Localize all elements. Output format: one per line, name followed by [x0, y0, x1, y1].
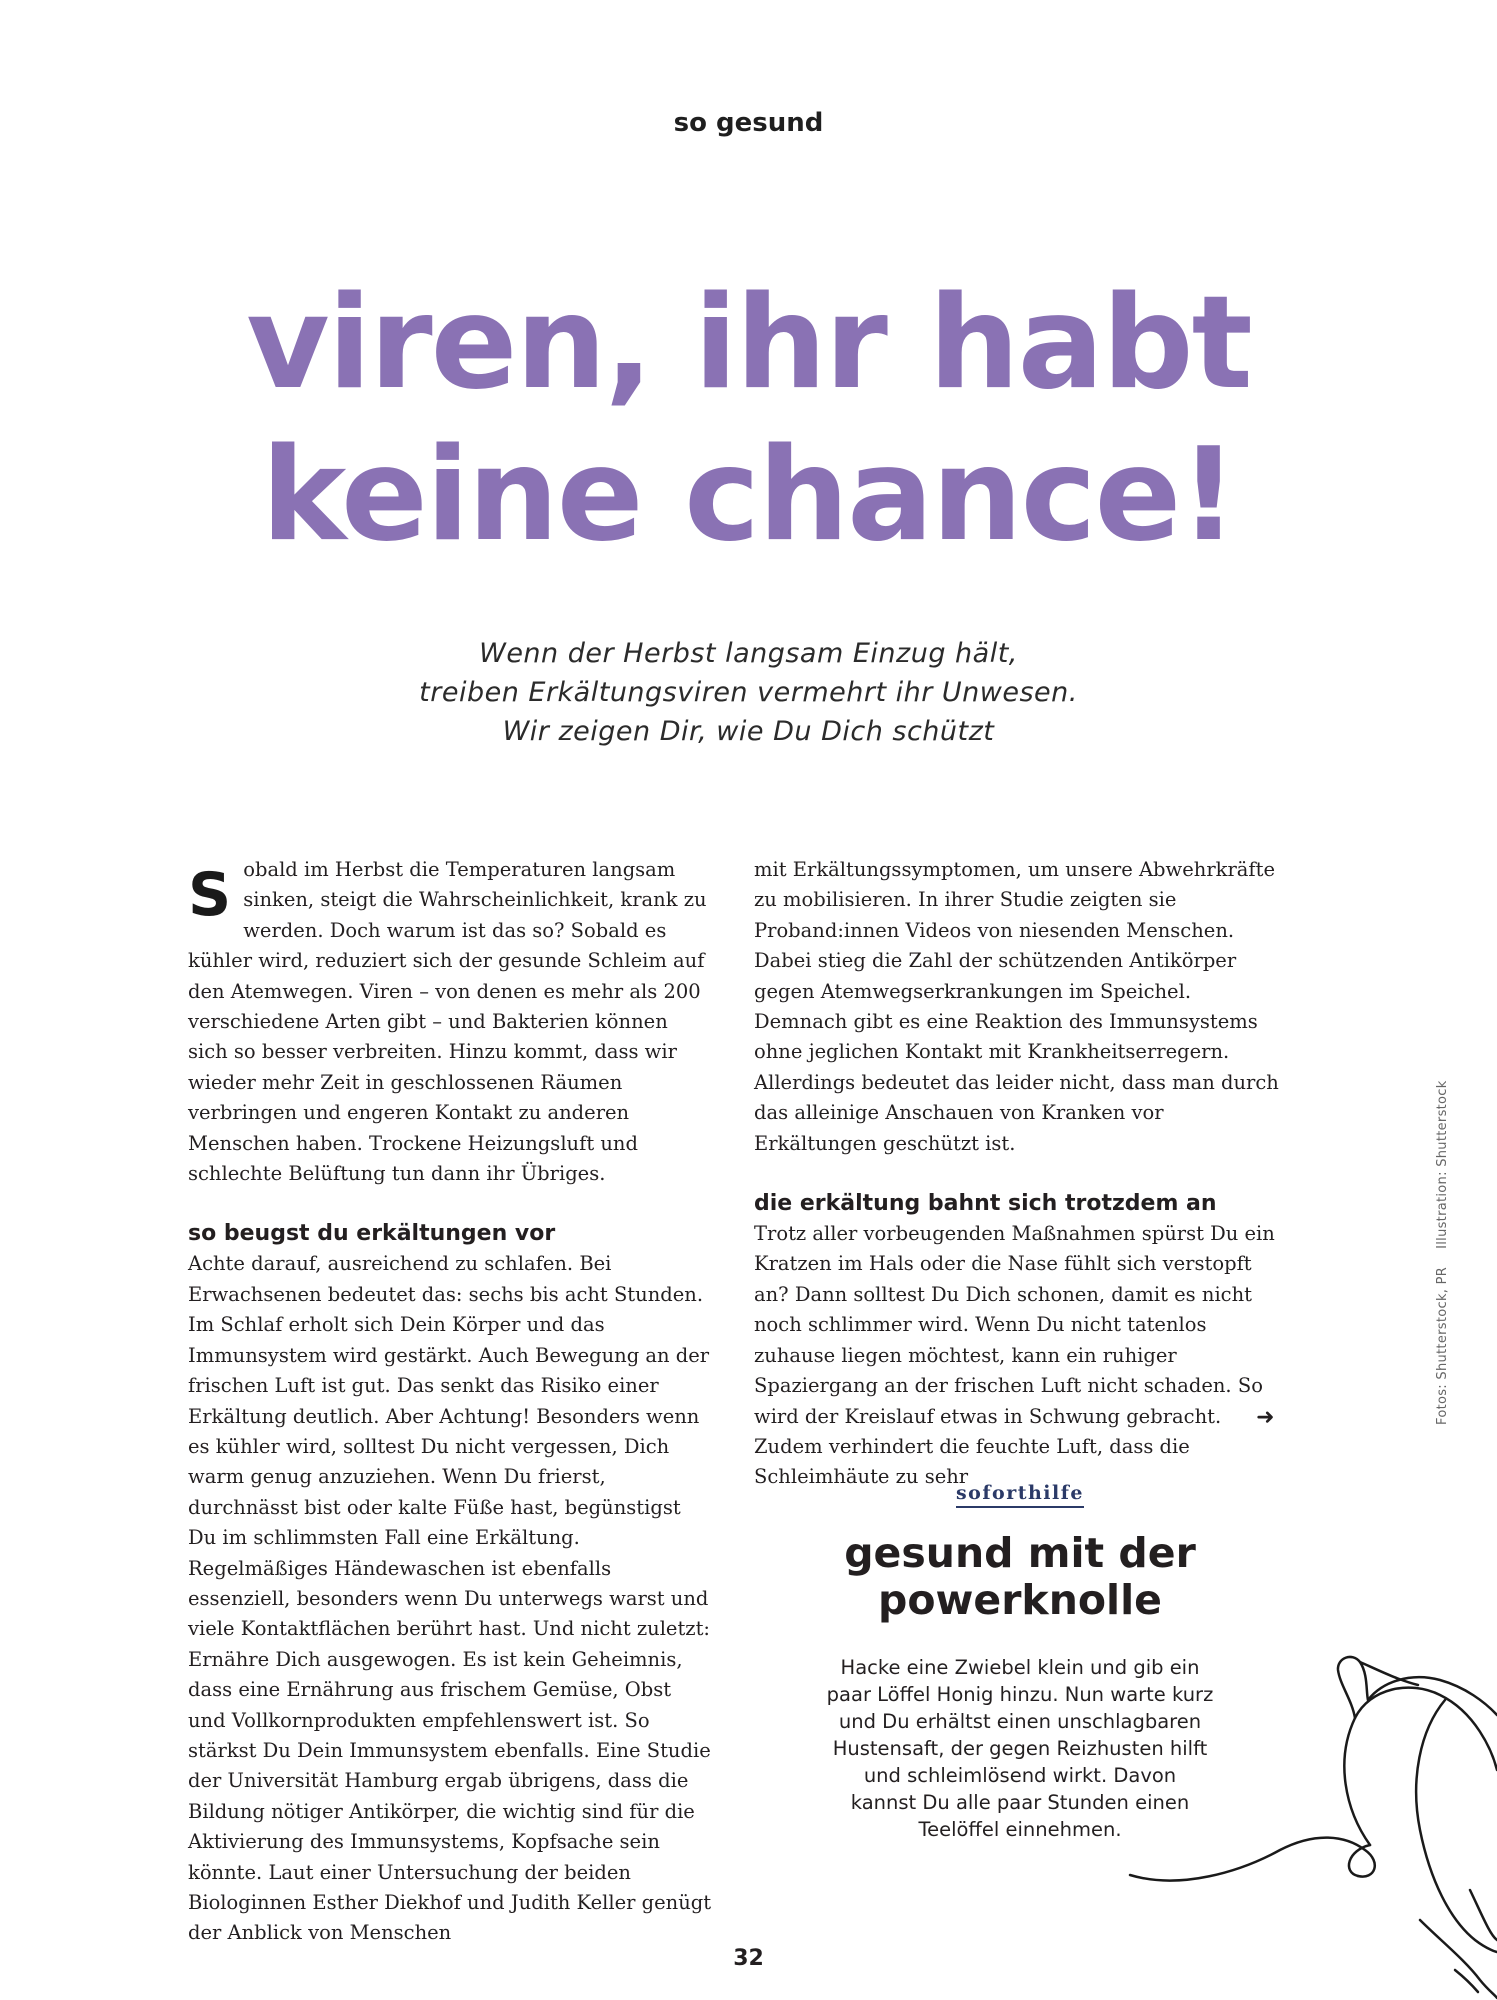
headline-line-1: viren, ihr habt: [246, 269, 1251, 418]
tip-box-line: kannst Du alle paar Stunden einen: [850, 1791, 1190, 1814]
article-column-left: [188, 855, 713, 1949]
tip-box-tag: soforthilfe: [956, 1482, 1084, 1508]
article-column-right: [754, 855, 1279, 1493]
photo-credits: [1435, 1080, 1450, 1425]
tip-box-line: Hustensaft, der gegen Reizhusten hilft: [832, 1737, 1208, 1760]
intro-line-3: Wir zeigen Dir, wie Du Dich schützt: [502, 716, 995, 747]
paragraph-intro-text: obald im Herbst die Temperaturen langsam sinken, steigt die Wahrscheinlichkeit, krank zu werden. Doch warum ist das so? Sobald es kühler wird, reduziert sich der gesunde Schleim auf den Atemwegen. Viren – von denen es mehr als 200 verschiedene Arten gibt – und Bakterien können sich so besser verbreiten. Hinzu kommt, dass wir wieder mehr Zeit in geschlossenen Räumen verbringen und engeren Kontakt zu anderen Menschen haben. Trockene Heizungsluft und schlechte Belüftung tun dann ihr Übriges.: [188, 858, 707, 1186]
drop-cap: S: [188, 860, 232, 930]
subhead-prevention: so beugst du erkältungen vor: [188, 1221, 556, 1247]
continue-arrow-icon: ➜: [1256, 1405, 1275, 1430]
paragraph-prevention: Achte darauf, ausreichend zu schlafen. Bei Erwachsenen bedeutet das: sechs bis acht Stunden. Im Schlaf erholt sich Dein Körper und das Immunsystem wird gestärkt. Auch Bewegung an der frischen Luft ist gut. Das senkt das Risiko einer Erkältung deutlich. Aber Achtung! Besonders wenn es kühler wird, solltest Du nicht vergessen, Dich warm genug anzuziehen. Wenn Du frierst, durchnässt bist oder kalte Füße hast, begünstigst Du im schlimmsten Fall eine Erkältung. Regelmäßiges Händewaschen ist ebenfalls essenziell, besonders wenn Du unterwegs warst und viele Kontaktflächen berührt hast. Und nicht zuletzt: Ernähre Dich ausgewogen. Es ist kein Geheimnis, dass eine Ernährung aus frischem Gemüse, Obst und Vollkornprodukten empfehlenswert ist. So stärkst Du Dein Immunsystem ebenfalls. Eine Studie der Universität Hamburg ergab übrigens, dass die Bildung nötiger Antikörper, die wichtig sind für die Aktivierung des Immunsystems, Kopfsache sein könnte. Laut einer Untersuchung der beiden Biologinnen Esther Diekhof und Judith Keller genügt der Anblick von Menschen: [188, 1252, 712, 1945]
tip-box-line: Hacke eine Zwiebel klein und gib ein: [840, 1656, 1200, 1679]
tip-box-line: paar Löffel Honig hinzu. Nun warte kurz: [826, 1683, 1214, 1706]
subhead-cold: die erkältung bahnt sich trotzdem an: [754, 1191, 1217, 1217]
headline-line-2: keine chance!: [261, 421, 1236, 570]
paragraph-intro: [188, 855, 713, 1189]
tip-box-line: Teelöffel einnehmen.: [918, 1818, 1122, 1841]
tip-box-title: [800, 1530, 1240, 1624]
tip-box-title-line-1: gesund mit der: [844, 1529, 1196, 1577]
paragraph-cold: Trotz aller vorbeugenden Maßnahmen spürst Du ein Kratzen im Hals oder die Nase fühlt sich verstopft an? Dann solltest Du Dich schonen, damit es nicht noch schlimmer wird. Wenn Du nicht tatenlos zuhause liegen möchtest, kann ein ruhiger Spaziergang an der frischen Luft nicht schaden. So wird der Kreislauf etwas in Schwung gebracht. Zudem verhindert die feuchte Luft, dass die Schleimhäute zu sehr: [754, 1222, 1275, 1489]
tip-box-line: und Du erhältst einen unschlagbaren: [838, 1710, 1202, 1733]
credit-photos: Fotos: Shutterstock, PR: [1435, 1266, 1450, 1425]
paragraph-study: mit Erkältungssymptomen, um unsere Abwehrkräfte zu mobilisieren. In ihrer Studie zeigten sie Proband:innen Videos von niesenden Menschen. Dabei stieg die Zahl der schützenden Antikörper gegen Atemwegserkrankungen im Speichel. Demnach gibt es eine Reaktion des Immunsystems ohne jeglichen Kontakt mit Krankheitserregern. Allerdings bedeutet das leider nicht, dass man durch das alleinige Anschauen von Kranken vor Erkältungen geschützt ist.: [754, 858, 1279, 1155]
intro-line-1: Wenn der Herbst langsam Einzug hält,: [479, 638, 1018, 669]
intro-line-2: treiben Erkältungsviren vermehrt ihr Unwesen.: [419, 677, 1078, 708]
headline: [0, 268, 1497, 572]
intro-text: [0, 634, 1497, 751]
page-number: 32: [733, 1946, 764, 1971]
section-label: so gesund: [673, 108, 824, 138]
tip-box-title-line-2: powerknolle: [878, 1576, 1162, 1624]
tip-box-line: und schleimlösend wirkt. Davon: [863, 1764, 1177, 1787]
credit-illustration: Illustration: Shutterstock: [1435, 1080, 1450, 1249]
